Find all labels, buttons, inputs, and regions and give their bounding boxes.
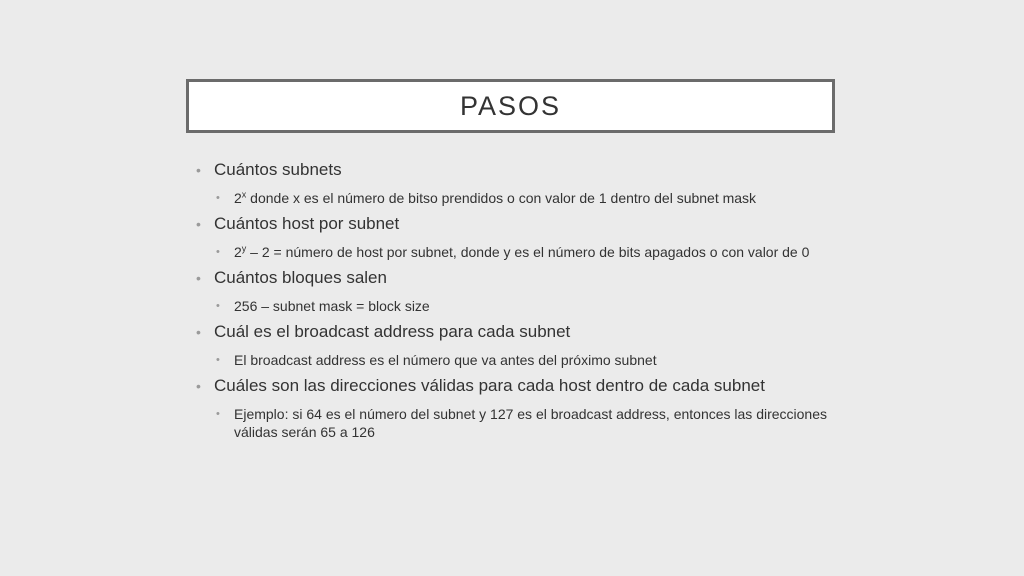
bullet-list (194, 158, 834, 441)
slide-title: PASOS (459, 90, 562, 121)
bullet-icon: • (216, 246, 220, 258)
bullet-item-blocks (194, 266, 834, 290)
bullet-item-subnets (194, 158, 834, 182)
bullet-text: Cuántos host por subnet (214, 214, 400, 233)
sub-bullet-text: – 2 = número de host por subnet, donde y es el número de bits apagados o con valor de 0 (246, 244, 810, 260)
bullet-item-hosts (194, 212, 834, 236)
title-box (186, 79, 835, 133)
formula-base: 2 (234, 190, 242, 206)
bullet-icon: • (196, 324, 201, 340)
formula-exponent: x (241, 189, 247, 200)
bullet-icon: • (216, 354, 220, 366)
bullet-icon: • (196, 270, 201, 286)
bullet-item-valid-addresses (194, 374, 834, 398)
sub-bullet-text: donde x es el número de bitso prendidos o con valor de 1 dentro del subnet mask (246, 190, 757, 206)
sub-bullet-text: Ejemplo: si 64 es el número del subnet y 127 es el broadcast address, entonces las direcciones válidas serán 65 a 126 (234, 406, 828, 440)
bullet-icon: • (196, 378, 201, 394)
bullet-text: Cuál es el broadcast address para cada subnet (214, 322, 571, 341)
formula-base: 2 (234, 244, 242, 260)
sub-bullet-text: 256 – subnet mask = block size (234, 298, 430, 314)
bullet-icon: • (216, 300, 220, 312)
bullet-text: Cuáles son las direcciones válidas para cada host dentro de cada subnet (214, 376, 765, 395)
sub-bullet-example (194, 405, 834, 441)
sub-bullet-broadcast-desc (194, 351, 834, 369)
sub-bullet-subnets-formula (194, 189, 834, 207)
formula-exponent: y (241, 243, 247, 254)
bullet-icon: • (216, 192, 220, 204)
bullet-icon: • (196, 216, 201, 232)
sub-bullet-hosts-formula (194, 243, 834, 261)
bullet-icon: • (216, 408, 220, 420)
bullet-text: Cuántos bloques salen (214, 268, 387, 287)
bullet-text: Cuántos subnets (214, 160, 342, 179)
bullet-icon: • (196, 162, 201, 178)
bullet-item-broadcast (194, 320, 834, 344)
sub-bullet-text: El broadcast address es el número que va antes del próximo subnet (234, 352, 657, 368)
sub-bullet-blocks-formula (194, 297, 834, 315)
